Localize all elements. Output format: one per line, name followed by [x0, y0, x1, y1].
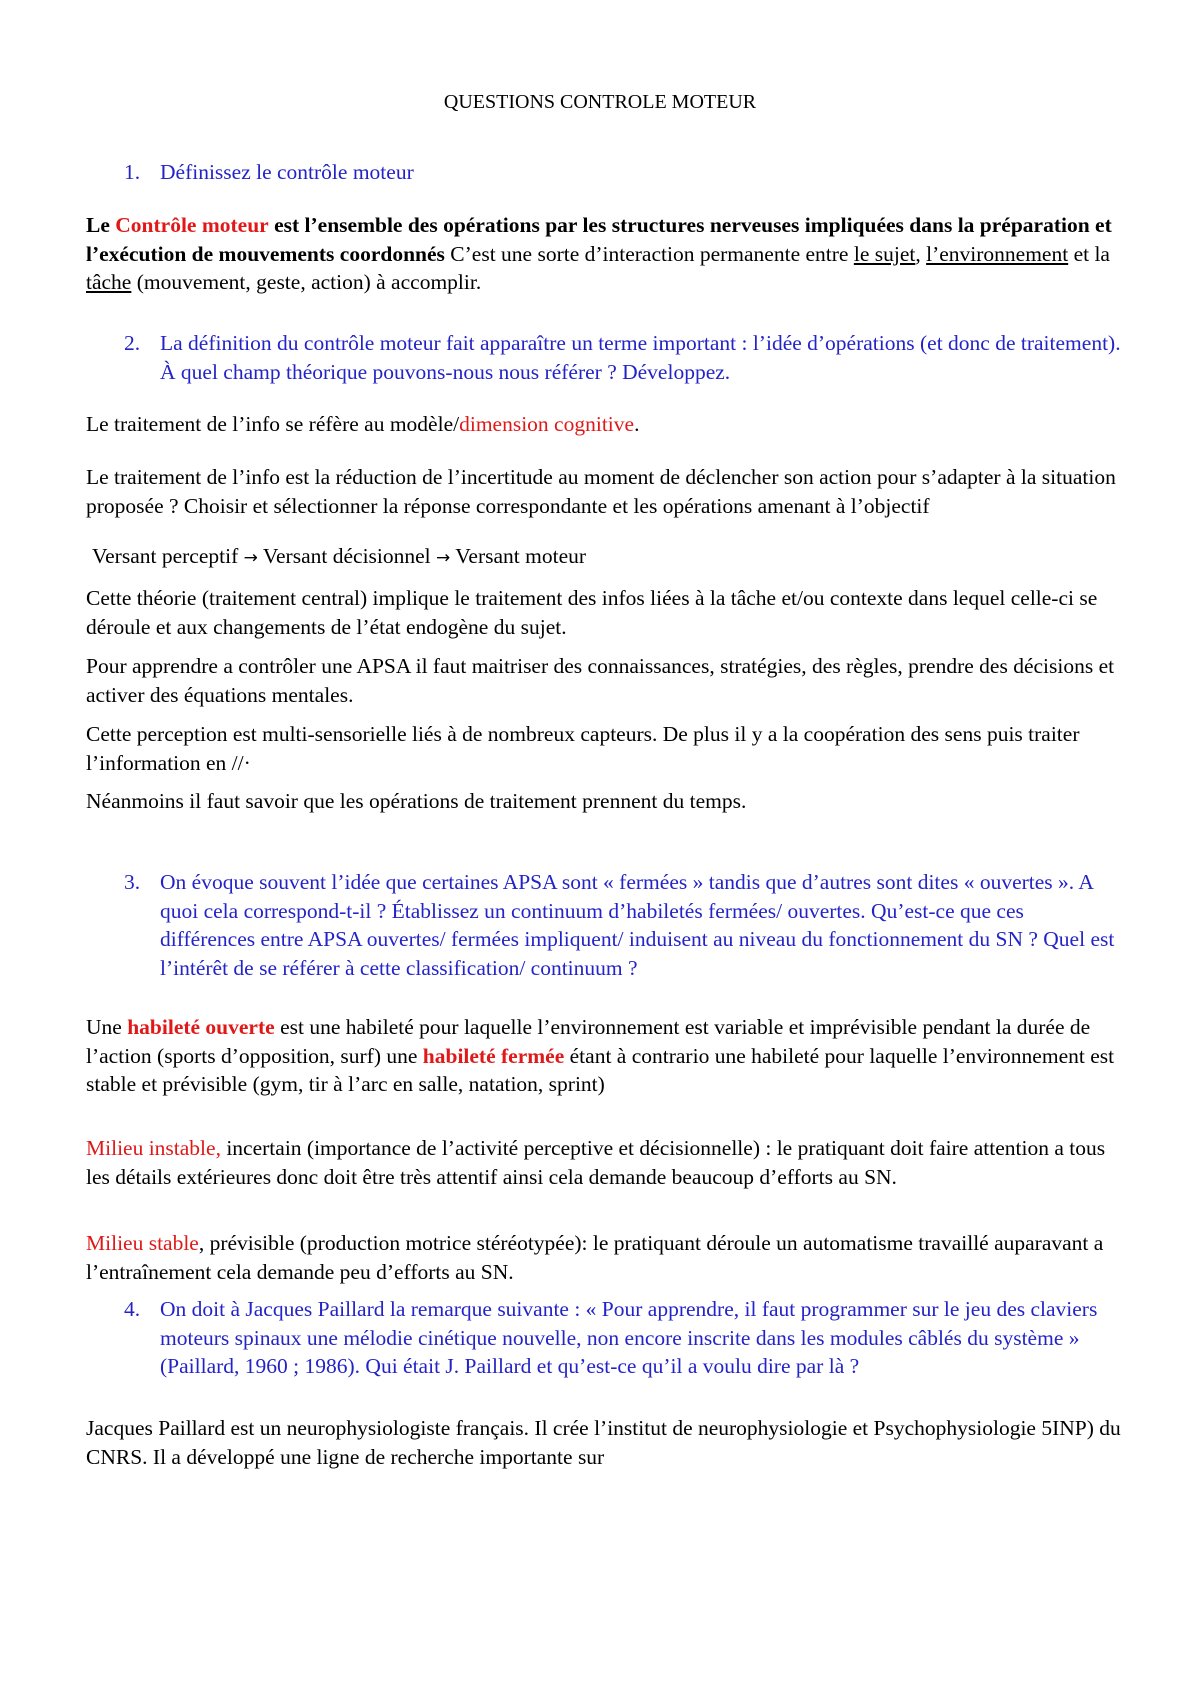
answer-1-plain: C’est une sorte d’interaction permanente entre: [450, 241, 849, 266]
term-habilete-ouverte: habileté ouverte: [127, 1015, 275, 1039]
answer-1-paragraph: [86, 211, 1126, 297]
question-3: [124, 868, 1124, 982]
answer-2-p4: Cette théorie (traitement central) implique le traitement des infos liées à la tâche et/ou contexte dans lequel celle-ci se déroule et aux changements de l’état endogène du sujet.: [86, 586, 1098, 639]
answer-2-p1-start: Le traitement de l’info se réfère au modèle/: [86, 412, 460, 436]
question-2: [124, 329, 1124, 386]
question-text: La définition du contrôle moteur fait apparaître un terme important : l’idée d’opérations (et donc de traitement). À quel champ théorique pouvons-nous nous référer ? Développez.: [160, 331, 1121, 384]
question-text: On évoque souvent l’idée que certaines APSA sont « fermées » tandis que d’autres sont dites « ouvertes ». A quoi cela correspond-t-il ? Établissez un continuum d’habiletés fermées/ ouvertes. Qu’est-ce que ces différences entre APSA ouvertes/ fermées impliquent/ induisent au niveau du fonctionnement du SN ? Quel est l’intérêt de se référer à cette classification/ continuum ?: [160, 870, 1115, 980]
arrow-right-icon: →: [436, 548, 451, 568]
answer-1-u-tache: tâche: [86, 270, 132, 294]
question-number: 3.: [124, 870, 141, 894]
page-title: QUESTIONS CONTROLE MOTEUR: [443, 91, 757, 113]
answer-3-milieu-stable: [86, 1229, 1126, 1286]
answer-1-and: et la: [1073, 241, 1110, 266]
term-habilete-fermee: habileté fermée: [422, 1043, 565, 1068]
answer-2-p1-red: dimension cognitive: [459, 412, 635, 436]
answer-2-p5: Pour apprendre a contrôler une APSA il faut maitriser des connaissances, stratégies, des règles, prendre des décisions et activer des équations mentales.: [86, 654, 1115, 707]
question-1: [124, 158, 1124, 187]
answer-4-paragraph: Jacques Paillard est un neurophysiologiste français. Il crée l’institut de neurophysiologie et Psychophysiologie 5INP) du CNRS. Il a développé une ligne de recherche importante sur: [86, 1416, 1121, 1469]
milieu-instable-text: incertain (importance de l’activité perceptive et décisionnelle) : le pratiquant doit faire attention a tous les détails extérieures donc doit être très attentif ainsi cela demande beaucoup d’efforts au SN.: [86, 1136, 1106, 1189]
question-number: 2.: [124, 331, 141, 355]
question-text: Définissez le contrôle moteur: [160, 160, 414, 184]
question-4: [124, 1295, 1124, 1381]
answer-3-mid2: étant à contrario une habileté pour laquelle l’environnement est stable et prévisible (gym, tir à l’arc en salle, natation, sprint): [86, 1043, 1115, 1096]
milieu-instable-label: Milieu instable,: [86, 1136, 221, 1160]
answer-1-u-sujet: le sujet: [853, 241, 916, 266]
answer-1-end: (mouvement, geste, action) à accomplir.: [136, 270, 482, 294]
answer-1-term: Contrôle moteur: [115, 213, 269, 237]
answer-3-mid1: est une habileté pour laquelle l’environnement est variable et imprévisible pendant la durée de l’action (sports d’opposition, surf) une: [86, 1015, 1091, 1068]
answer-2-p2: Le traitement de l’info est la réduction de l’incertitude au moment de déclencher son action pour s’adapter à la situation proposée ? Choisir et sélectionner la réponse correspondante et les opérations amenant à l’objectif: [86, 465, 1116, 518]
question-number: 1.: [124, 160, 141, 184]
versant-moteur: Versant moteur: [455, 544, 587, 568]
milieu-stable-label: Milieu stable: [86, 1231, 199, 1255]
question-number: 4.: [124, 1297, 141, 1321]
versant-perceptif: Versant perceptif: [92, 544, 239, 568]
milieu-stable-text: , prévisible (production motrice stéréotypée): le pratiquant déroule un automatisme travaillé auparavant a l’entraînement cela demande peu d’efforts au SN.: [86, 1231, 1104, 1284]
question-text: On doit à Jacques Paillard la remarque suivante : « Pour apprendre, il faut programmer sur le jeu des claviers moteurs spinaux une mélodie cinétique nouvelle, non encore inscrite dans les modules câblés du système » (Paillard, 1960 ; 1986). Qui était J. Paillard et qu’est-ce qu’il a voulu dire par là ?: [160, 1297, 1098, 1378]
answer-2-versants: [92, 542, 1132, 573]
versant-decisionnel: Versant décisionnel: [262, 544, 431, 568]
arrow-right-icon: →: [243, 548, 258, 568]
answer-1-u-env: l’environnement: [926, 241, 1069, 266]
answer-2-p7: Néanmoins il faut savoir que les opérations de traitement prennent du temps.: [86, 789, 747, 813]
answer-3-milieu-instable: [86, 1134, 1126, 1191]
answer-2-p1: [86, 410, 1126, 439]
answer-3-une: Une: [86, 1015, 122, 1039]
answer-1-le: Le: [86, 213, 110, 237]
answer-1-definition: est l’ensemble des opérations par les structures nerveuses impliquées dans la préparation et l’exécution de mouvements coordonnés: [86, 213, 1112, 266]
answer-3-p1: [86, 1013, 1126, 1099]
answer-2-p6: Cette perception est multi-sensorielle liés à de nombreux capteurs. De plus il y a la coopération des sens puis traiter l’information en //·: [86, 722, 1080, 775]
answer-2-p1-end: .: [634, 412, 640, 436]
answer-1-comma: ,: [915, 241, 921, 266]
